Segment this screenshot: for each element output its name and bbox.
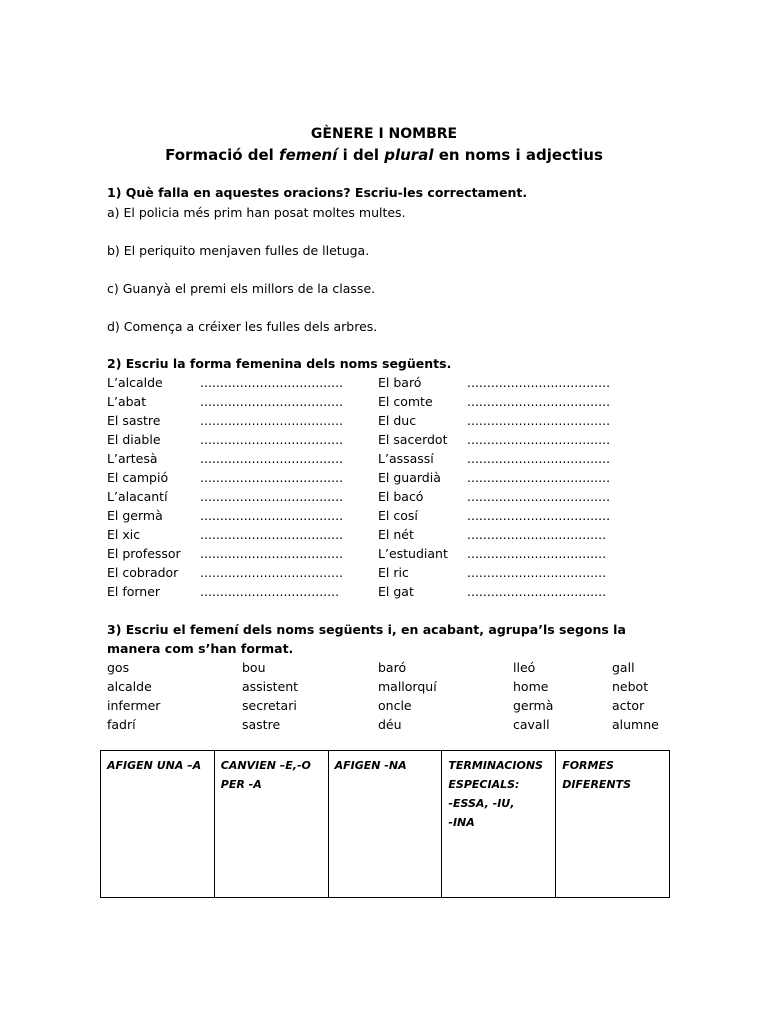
- word-item: baró: [378, 660, 407, 675]
- subtitle-part-1: Formació del: [165, 146, 280, 164]
- section-1-heading: 1) Què falla en aquestes oracions? Escriu-les correctament.: [107, 185, 528, 200]
- noun-left: El forner: [107, 584, 161, 599]
- sentence-b: b) El periquito menjaven fulles de lletuga.: [107, 243, 370, 258]
- noun-right: El guardià: [378, 470, 441, 485]
- word-item: bou: [242, 660, 266, 675]
- answer-blank-left[interactable]: ...................................: [200, 584, 340, 599]
- table-header-line: FORMES: [562, 759, 614, 772]
- word-item: home: [513, 679, 549, 694]
- section-3-heading-line-1: 3) Escriu el femení dels noms següents i, en acabant, agrupa’ls segons la: [107, 622, 626, 637]
- answer-blank-left[interactable]: ....................................: [200, 508, 344, 523]
- table-header-line: DIFERENTS: [562, 778, 632, 791]
- noun-left: El professor: [107, 546, 181, 561]
- subtitle-italic-1: femení: [279, 146, 338, 164]
- noun-right: L’estudiant: [378, 546, 448, 561]
- subtitle-part-3: en noms i adjectius: [433, 146, 603, 164]
- noun-left: L’alcalde: [107, 375, 163, 390]
- word-item: actor: [612, 698, 645, 713]
- noun-left: El xic: [107, 527, 141, 542]
- answer-blank-left[interactable]: ....................................: [200, 470, 344, 485]
- answer-blank-left[interactable]: ....................................: [200, 375, 344, 390]
- table-header-line: ESPECIALS:: [448, 778, 520, 791]
- subtitle-italic-2: plural: [384, 146, 434, 164]
- word-item: gall: [612, 660, 635, 675]
- noun-right: El gat: [378, 584, 414, 599]
- sentence-a: a) El policia més prim han posat moltes multes.: [107, 205, 406, 220]
- noun-left: El germà: [107, 508, 163, 523]
- word-item: lleó: [513, 660, 536, 675]
- answer-blank-right[interactable]: ...................................: [467, 565, 607, 580]
- subtitle-part-2: i del: [337, 146, 385, 164]
- noun-left: El sastre: [107, 413, 161, 428]
- noun-left: L’alacantí: [107, 489, 168, 504]
- word-item: assistent: [242, 679, 299, 694]
- word-item: déu: [378, 717, 402, 732]
- noun-right: El ric: [378, 565, 409, 580]
- answer-blank-right[interactable]: ....................................: [467, 451, 611, 466]
- answer-blank-left[interactable]: ....................................: [200, 451, 344, 466]
- table-header-line: PER -A: [220, 778, 262, 791]
- answer-blank-right[interactable]: ....................................: [467, 470, 611, 485]
- word-item: infermer: [107, 698, 161, 713]
- answer-blank-left[interactable]: ....................................: [200, 565, 344, 580]
- word-item: mallorquí: [378, 679, 437, 694]
- section-2-heading: 2) Escriu la forma femenina dels noms següents.: [107, 356, 452, 371]
- word-item: secretari: [242, 698, 297, 713]
- word-item: nebot: [612, 679, 649, 694]
- section-3-heading-line-2: manera com s’han format.: [107, 641, 294, 656]
- answer-blank-left[interactable]: ....................................: [200, 413, 344, 428]
- noun-right: El sacerdot: [378, 432, 448, 447]
- word-item: gos: [107, 660, 130, 675]
- table-header-line: TERMINACIONS: [448, 759, 543, 772]
- table-header-line: -ESSA, -IU,: [448, 797, 515, 810]
- answer-blank-right[interactable]: ....................................: [467, 489, 611, 504]
- answer-blank-right[interactable]: ....................................: [467, 432, 611, 447]
- table-header-line: AFIGEN UNA –A: [107, 759, 202, 772]
- page-subtitle: [0, 146, 768, 164]
- answer-blank-left[interactable]: ....................................: [200, 489, 344, 504]
- sentence-c: c) Guanyà el premi els millors de la classe.: [107, 281, 376, 296]
- word-item: alcalde: [107, 679, 152, 694]
- noun-left: El diable: [107, 432, 161, 447]
- noun-right: El comte: [378, 394, 433, 409]
- column-formes-diferents[interactable]: [556, 751, 670, 898]
- answer-blank-right[interactable]: ...................................: [467, 584, 607, 599]
- noun-left: El cobrador: [107, 565, 179, 580]
- answer-blank-right[interactable]: ....................................: [467, 508, 611, 523]
- answer-blank-right[interactable]: ...................................: [467, 527, 607, 542]
- page-title: GÈNERE I NOMBRE: [310, 126, 458, 142]
- noun-right: El nét: [378, 527, 414, 542]
- answer-blank-left[interactable]: ....................................: [200, 546, 344, 561]
- table-header-line: CANVIEN –E,-O: [220, 759, 311, 772]
- answer-blank-left[interactable]: ....................................: [200, 432, 344, 447]
- word-item: alumne: [612, 717, 659, 732]
- noun-right: El cosí: [378, 508, 418, 523]
- noun-right: L’assassí: [378, 451, 434, 466]
- noun-left: L’artesà: [107, 451, 158, 466]
- answer-blank-right[interactable]: ....................................: [467, 375, 611, 390]
- noun-left: El campió: [107, 470, 169, 485]
- table-header-line: AFIGEN -NA: [334, 759, 407, 772]
- classification-table: [100, 750, 670, 898]
- word-item: fadrí: [107, 717, 136, 732]
- noun-right: El bacó: [378, 489, 424, 504]
- word-item: oncle: [378, 698, 412, 713]
- answer-blank-right[interactable]: ....................................: [467, 394, 611, 409]
- answer-blank-left[interactable]: ....................................: [200, 394, 344, 409]
- noun-right: El baró: [378, 375, 422, 390]
- sentence-d: d) Comença a créixer les fulles dels arbres.: [107, 319, 378, 334]
- answer-blank-right[interactable]: ....................................: [467, 413, 611, 428]
- table-header-line: -INA: [448, 816, 475, 829]
- answer-blank-left[interactable]: ....................................: [200, 527, 344, 542]
- word-item: germà: [513, 698, 554, 713]
- answer-blank-right[interactable]: ...................................: [467, 546, 607, 561]
- column-afigen-na[interactable]: [328, 751, 442, 898]
- word-item: cavall: [513, 717, 550, 732]
- word-item: sastre: [242, 717, 281, 732]
- column-canvien-e-o[interactable]: [214, 751, 328, 898]
- noun-left: L’abat: [107, 394, 147, 409]
- column-afigen-a[interactable]: [101, 751, 215, 898]
- column-terminacions-especials[interactable]: [442, 751, 556, 898]
- noun-right: El duc: [378, 413, 417, 428]
